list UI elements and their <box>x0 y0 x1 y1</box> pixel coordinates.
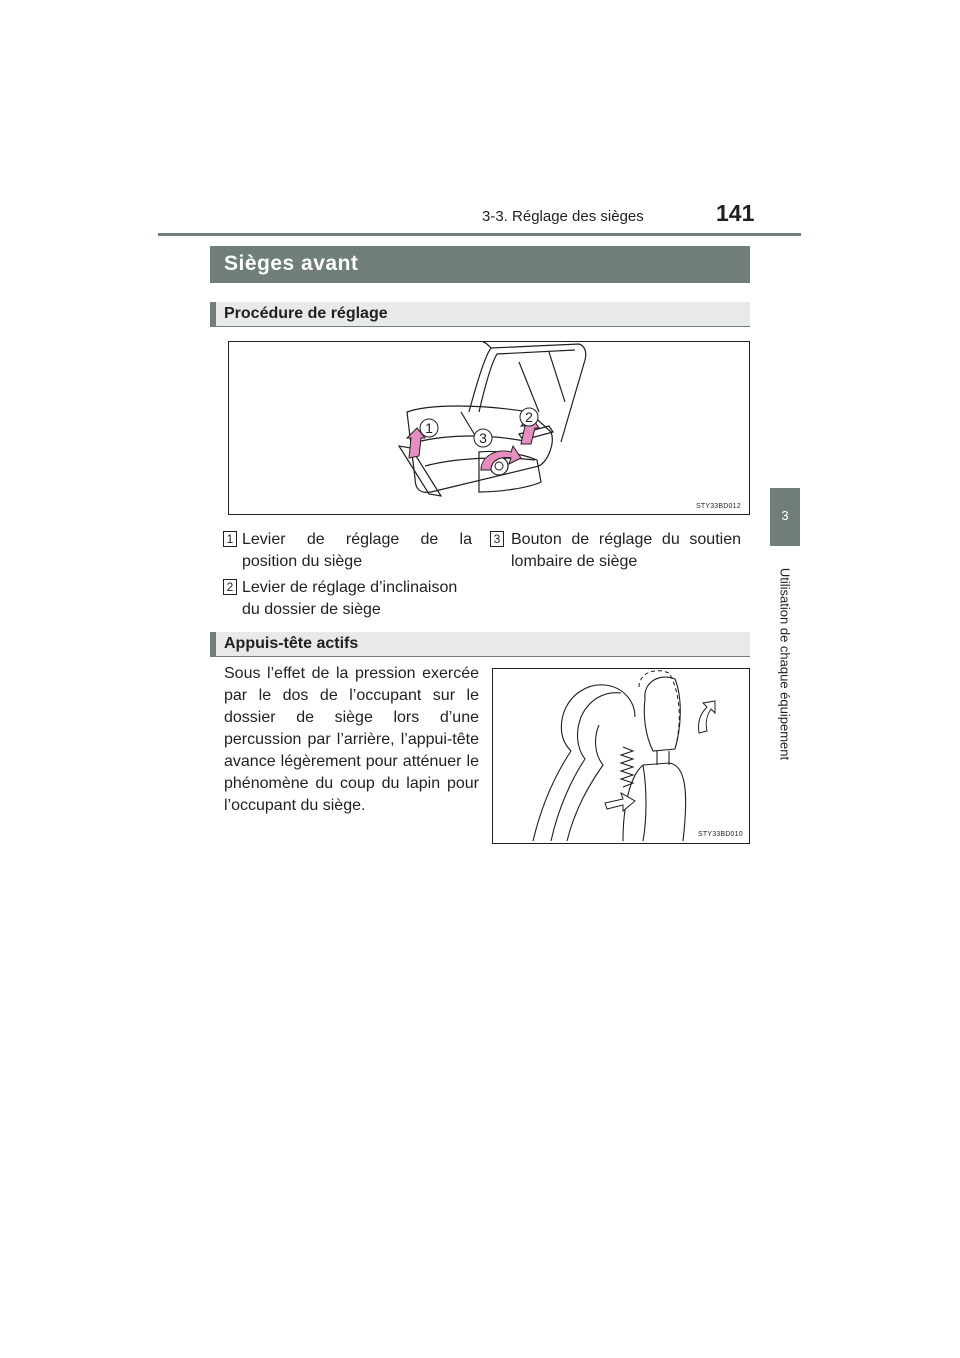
callout-1: 1 <box>425 420 433 436</box>
callout-3: 3 <box>479 430 487 446</box>
page-number: 141 <box>716 200 755 226</box>
headrest-description: Sous l’effet de la pression exercée par le dos de l’occupant sur le dossier de siège lors d’une percussion par l’arrière, l’appui-tête avance légèrement pour atténuer le phénomène du coup du lapin pour l’occupant du siège. <box>224 665 479 814</box>
legend-text-2: Levier de réglage d’inclinaison du dossier de siège <box>242 579 458 618</box>
figure-code-seat: STY33BD012 <box>696 503 741 510</box>
headrest-drawing <box>493 669 749 843</box>
main-title: Sièges avant <box>224 252 359 275</box>
chapter-label: Utilisation de chaque équipement <box>777 567 793 761</box>
seat-drawing <box>229 342 749 514</box>
legend-text-3-line1: Bouton de réglage du soutien <box>511 531 741 548</box>
legend-text-1-line2: position du siège <box>242 553 363 570</box>
subsection-title-adjustment: Procédure de réglage <box>224 305 388 322</box>
callout-2: 2 <box>525 409 533 425</box>
legend-text-1-line1: Levier de réglage de la <box>242 531 472 548</box>
section-title: 3-3. Réglage des sièges <box>482 208 644 225</box>
subsection-title-headrest: Appuis-tête actifs <box>224 635 359 652</box>
legend-text-3-line2: lombaire de siège <box>511 553 638 570</box>
headrest-illustration <box>492 668 750 844</box>
legend-number-2: 2 <box>223 579 237 595</box>
legend-number-1: 1 <box>223 531 237 547</box>
chapter-tab-number: 3 <box>781 508 789 523</box>
header-rule <box>158 233 801 236</box>
arrow-pressure-icon <box>605 793 635 811</box>
seat-illustration <box>228 341 750 515</box>
arrow-forward-icon <box>698 701 715 733</box>
legend-number-3: 3 <box>490 531 504 547</box>
figure-code-headrest: STY33BD010 <box>698 831 743 838</box>
headrest-forward-outline <box>639 671 679 749</box>
